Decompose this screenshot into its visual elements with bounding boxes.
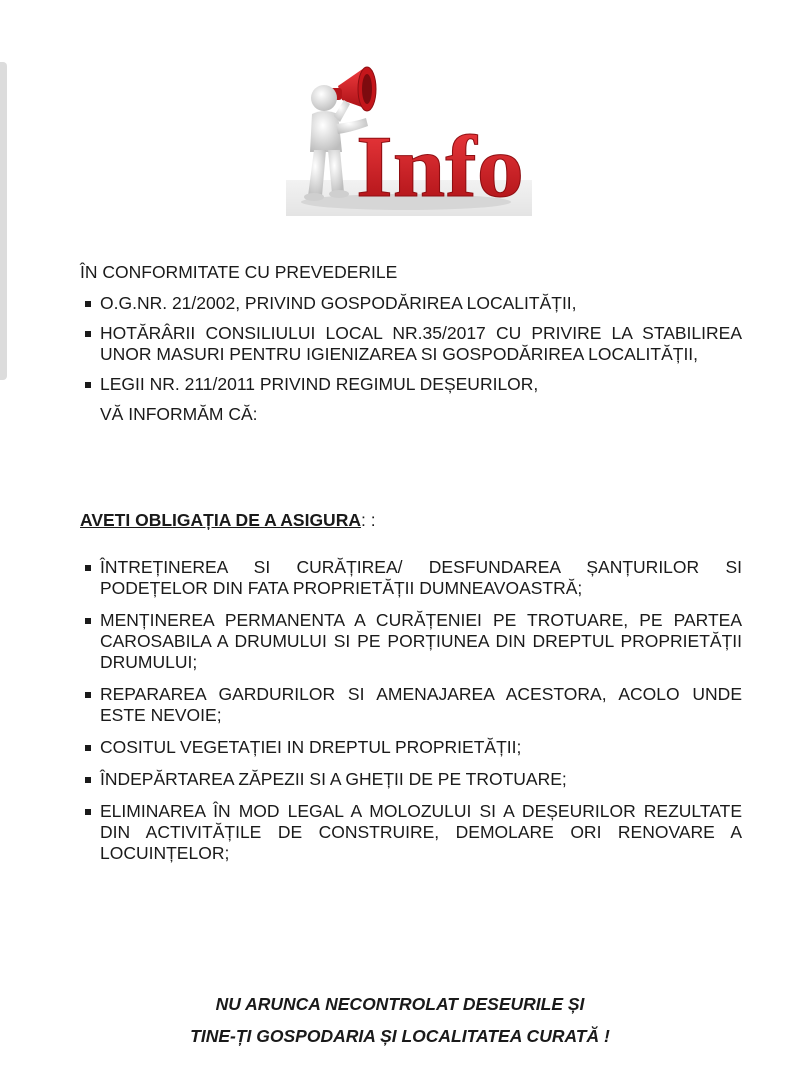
logo-text: Info — [356, 119, 524, 216]
inform-line: VĂ INFORMĂM CĂ: — [100, 404, 258, 424]
list-item: ELIMINAREA ÎN MOD LEGAL A MOLOZULUI SI A DEȘEURILOR REZULTATE DIN ACTIVITĂȚILE DE CONSTRUIRE, DEMOLARE ORI RENOVARE A LOCUINȚELOR; — [80, 801, 742, 864]
list-item: LEGII NR. 211/2011 PRIVIND REGIMUL DEȘEURILOR, — [80, 374, 742, 395]
list-item: ÎNDEPĂRTAREA ZĂPEZII SI A GHEȚII DE PE TROTUARE; — [80, 769, 742, 790]
obligations-title-suffix: : : — [360, 510, 376, 530]
footer-line-1: NU ARUNCA NECONTROLAT DESEURILE ȘI — [215, 994, 585, 1014]
list-item: REPARAREA GARDURILOR SI AMENAJAREA ACESTORA, ACOLO UNDE ESTE NEVOIE; — [80, 684, 742, 726]
list-item: O.G.NR. 21/2002, PRIVIND GOSPODĂRIREA LOCALITĂȚII, — [80, 293, 742, 314]
intro-section — [80, 262, 742, 443]
obligations-list — [80, 557, 742, 864]
obligations-title — [80, 510, 742, 531]
scrollbar[interactable] — [0, 62, 7, 380]
intro-title: ÎN CONFORMITATE CU PREVEDERILE — [80, 262, 398, 282]
intro-list — [80, 293, 742, 395]
footer-message — [0, 993, 800, 1057]
obligations-section — [80, 510, 742, 875]
list-item: MENȚINEREA PERMANENTA A CURĂȚENIEI PE TROTUARE, PE PARTEA CAROSABILA A DRUMULUI SI PE PORȚIUNEA DIN DREPTUL PROPRIETĂȚII DRUMULUI; — [80, 610, 742, 673]
info-logo — [286, 60, 532, 216]
footer-line-2: TINE-ȚI GOSPODARIA ȘI LOCALITATEA CURATĂ ! — [190, 1026, 610, 1046]
list-item: HOTĂRÂRII CONSILIULUI LOCAL NR.35/2017 CU PRIVIRE LA STABILIREA UNOR MASURI PENTRU IGIENIZAREA SI GOSPODĂRIREA LOCALITĂȚII, — [80, 323, 742, 365]
list-item: ÎNTREȚINEREA SI CURĂȚIREA/ DESFUNDAREA ȘANȚURILOR SI PODEȚELOR DIN FATA PROPRIETĂȚII DUMNEAVOASTRĂ; — [80, 557, 742, 599]
obligations-title-text: AVETI OBLIGAȚIA DE A ASIGURA — [80, 510, 361, 530]
list-item: COSITUL VEGETAȚIEI IN DREPTUL PROPRIETĂȚII; — [80, 737, 742, 758]
